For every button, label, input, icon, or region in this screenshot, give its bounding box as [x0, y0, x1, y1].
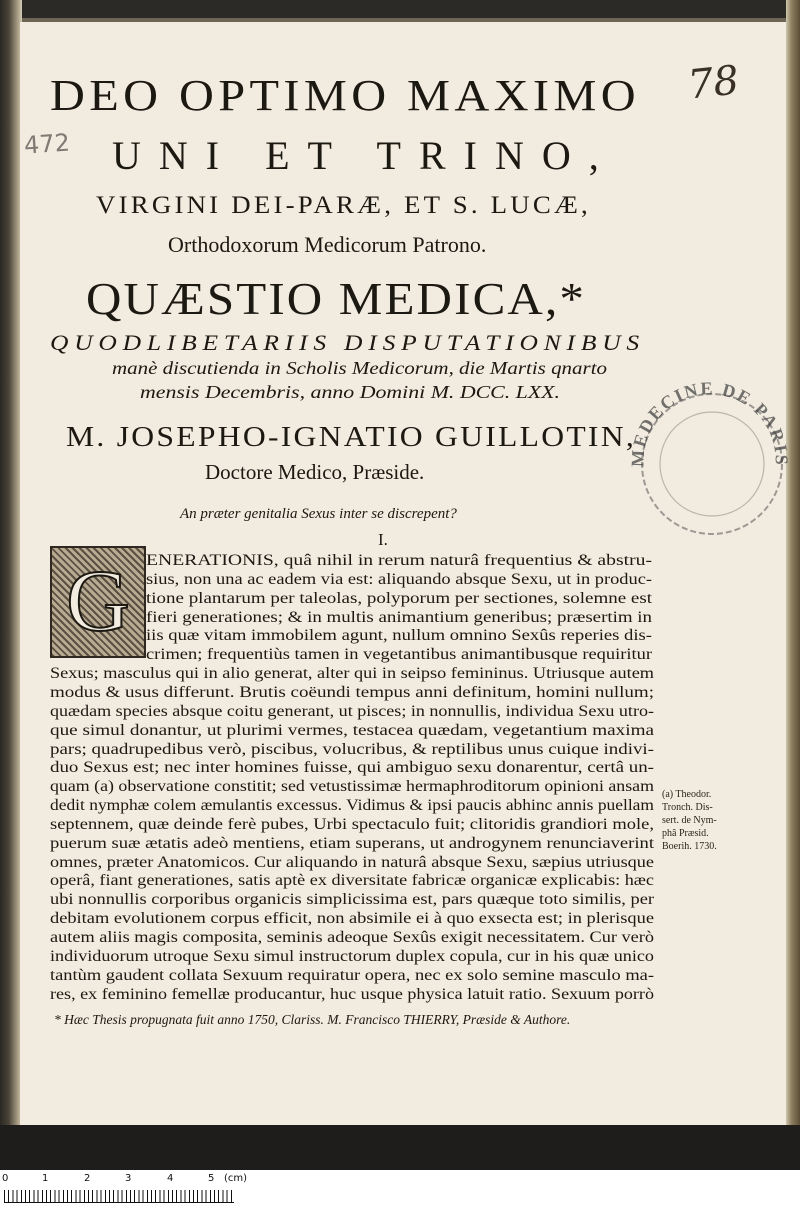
- ornamental-initial: [50, 546, 146, 658]
- margin-note-line: phâ Præsid.: [662, 828, 709, 839]
- dedication-line-3: VIRGINI DEI-PARÆ, ET S. LUCÆ,: [96, 192, 591, 219]
- ruler-label: 5: [208, 1173, 215, 1184]
- body-line: duo Sexus est; nec inter homines fuisse, qui ambiguo sexu donarentur, certâ un-: [50, 759, 654, 777]
- book-edge-right: [786, 0, 800, 1160]
- ruler-label: 2: [84, 1173, 91, 1184]
- body-line: quædam species absque coitu generant, ut pisces; in nonnullis, individua Sexu utro-: [50, 702, 654, 720]
- body-line: que simul donantur, ut plurimi vermes, testacea quædam, vegetantium maxima: [50, 721, 654, 739]
- body-line: sius, non una ac eadem via est: aliquando absque Sexu, ut in produc-: [146, 570, 652, 588]
- library-stamp: [622, 372, 792, 542]
- praeses-title: Doctore Medico, Præside.: [205, 460, 425, 484]
- body-line: debitam evolutionem corpus efficit, non absimile ei à quo exsecta est; in plerisque: [50, 910, 654, 928]
- stamp-text: MEDECINE DE PARIS: [627, 378, 792, 468]
- ruler-label: (cm): [224, 1173, 248, 1184]
- subtitle-line-1: QUODLIBETARIIS DISPUTATIONIBUS: [50, 330, 645, 355]
- body-line: ubi nonnullis corporibus organicis simplicissima est, pars quæque toto similis, per: [50, 891, 654, 909]
- margin-note: [662, 788, 717, 853]
- body-line: septennem, quæ deinde ferè pubes, Urbi spectaculo fuit; clitoridis grandiori mole,: [50, 815, 654, 833]
- body-line: puerum suæ ætatis adeò mentiens, etiam superans, ut androgynem renunciaverint: [50, 834, 654, 852]
- body-line: iis quæ vitam immobilem agunt, nullum omnino Sexûs reperies dis-: [146, 627, 652, 645]
- body-line: autem aliis magis composita, seminis adeoque Sexûs exigit necessitatem. Cur verò: [50, 929, 654, 946]
- subtitle-line-3: mensis Decembris, anno Domini M. DCC. LXX.: [140, 382, 560, 402]
- dedication-line-4: Orthodoxorum Medicorum Patrono.: [168, 232, 487, 257]
- body-line: individuorum utroque Sexu simul instructorum duplex copula, cur in his quæ unico: [50, 947, 654, 965]
- body-line: dedit nymphæ colem æmulantis excessus. Vidimus & ipsi paucis abhinc annis puellam: [50, 797, 654, 815]
- body-line: fieri generationes; & in multis animantium generibus; præsertim in: [146, 608, 652, 626]
- thesis-question: An præter genitalia Sexus inter se discrepent?: [180, 506, 457, 522]
- margin-note-line: Tronch. Dis-: [662, 802, 713, 813]
- body-line: res, ex feminino femellæ producantur, huc usque physica latuit ratio. Sexuum porrò: [50, 985, 654, 1003]
- margin-note-line: Boerih. 1730.: [662, 841, 717, 852]
- book-gutter-left: [0, 0, 22, 1160]
- pencil-number: 472: [23, 128, 71, 160]
- body-line: quam (a) observatione constitit; sed vetustissimæ hermaphroditorum opinioni ansam: [50, 778, 654, 796]
- svg-text:MEDECINE DE PARIS: [627, 378, 791, 467]
- body-line: crimen; frequentiùs tamen in vegetantibus animantibusque requiritur: [146, 646, 652, 664]
- dedication-line-2: UNI ET TRINO,: [112, 133, 617, 178]
- body-line: operâ, fiant generationes, satis aptè ex diversitate fabricæ organicæ explicabis: hæc: [50, 872, 654, 890]
- handwritten-number: 78: [685, 57, 742, 109]
- body-line: ENERATIONIS, quâ nihil in rerum naturâ frequentius & abstru-: [146, 552, 652, 569]
- ruler-label: 4: [167, 1173, 174, 1184]
- subtitle-line-2: manè discutienda in Scholis Medicorum, die Martis qnarto: [112, 358, 607, 378]
- margin-note-line: sert. de Nym-: [662, 815, 717, 826]
- body-line: pars; quadrupedibus verò, piscibus, volucribus, & reptilibus unus cuique indivi-: [50, 740, 654, 758]
- dedication-line-1: DEO OPTIMO MAXIMO: [50, 71, 640, 120]
- ruler-label: 3: [125, 1173, 132, 1184]
- body-line: modus & usus differunt. Brutis coëundi tempus anni definitum, homini nullum;: [50, 683, 654, 701]
- body-line: Sexus; masculus qui in alio generat, alter qui in seipso femininus. Utriusque autem: [50, 665, 654, 683]
- ruler-label: 1: [42, 1173, 49, 1184]
- margin-note-line: (a) Theodor.: [662, 789, 712, 800]
- footnote: * Hæc Thesis propugnata fuit anno 1750, Clariss. M. Francisco THIERRY, Præside & Authore.: [54, 1012, 571, 1027]
- scan-background-bottom: [0, 1125, 800, 1170]
- body-line: omnes, præter Anatomicos. Cur aliquando in naturâ absque Sexu, sæpius utriusque: [50, 853, 654, 871]
- dropcap-letter: G: [66, 553, 130, 650]
- body-line: tantùm gaudent collata Sexuum requiratur opera, nec ex solo semine masculo ma-: [50, 966, 654, 984]
- praeses-name: M. JOSEPHO-IGNATIO GUILLOTIN,: [66, 422, 636, 453]
- body-line: tione plantarum per taleolas, polyporum per sectiones, solemne est: [146, 589, 652, 607]
- document-title: QUÆSTIO MEDICA,*: [86, 273, 586, 324]
- section-number: I.: [378, 530, 388, 549]
- ruler-ticks: [4, 1190, 234, 1203]
- ruler-label: 0: [2, 1173, 9, 1184]
